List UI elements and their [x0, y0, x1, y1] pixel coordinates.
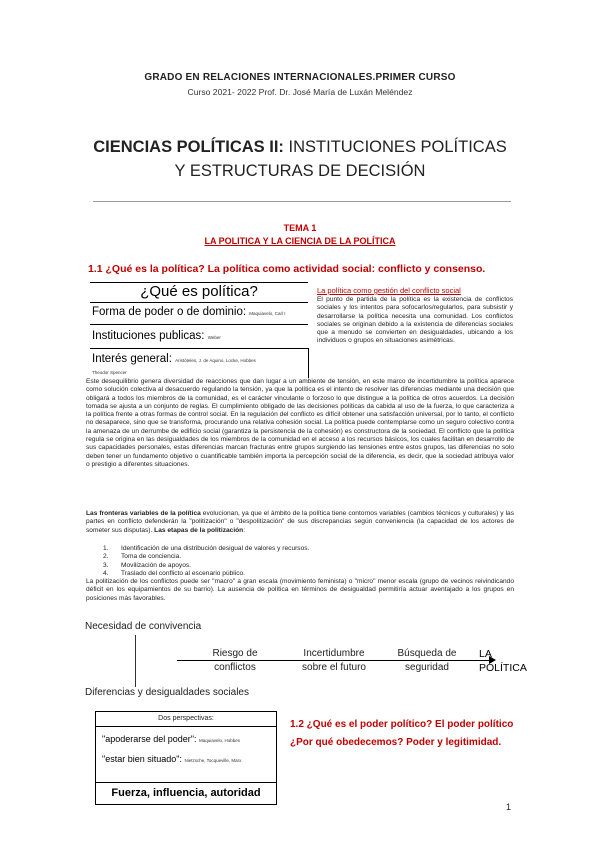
que-es-politica-box	[90, 282, 308, 378]
box-divider	[90, 302, 308, 303]
box-divider	[90, 348, 308, 349]
politization-stages-list	[103, 545, 309, 579]
p2-end: :	[243, 526, 246, 534]
step-1-bottom: conflictos	[214, 662, 256, 673]
step-3-top: Búsqueda de	[397, 648, 457, 659]
title-bold: CIENCIAS POLÍTICAS II:	[93, 138, 284, 156]
diagram-bottom-label: Diferencias y desigualdades sociales	[85, 687, 249, 698]
document-title-line2: Y ESTRUCTURAS DE DECISIÓN	[174, 162, 426, 180]
title-rest: INSTITUCIONES POLÍTICAS	[283, 138, 507, 156]
box-row-poder	[92, 306, 286, 318]
step-2-bottom: sobre el futuro	[302, 662, 366, 673]
perspectiva-row-1: "apoderarse del poder": Maquiavelo, Hobbes	[102, 734, 240, 744]
box-row-instituciones	[92, 330, 221, 342]
perspectiva-row-2: "estar bien situado": Nietzsche, Tocqueville, Marx	[102, 754, 242, 764]
box-divider	[96, 726, 276, 727]
row3-label: Interés general:	[92, 353, 172, 365]
box-divider	[90, 324, 308, 325]
perspectivas-box	[95, 711, 277, 805]
tema-number: TEMA 1	[283, 223, 317, 233]
body-paragraph-2	[86, 510, 514, 535]
diagram-horizontal-arrow	[177, 660, 494, 661]
perspectivas-footer: Fuerza, influencia, autoridad	[111, 787, 261, 799]
perspectivas-title: Dos perspectivas:	[158, 715, 214, 722]
step-2-top: Incertidumbre	[303, 648, 365, 659]
list-item: 3. Movilización de apoyos.	[103, 561, 192, 569]
tema-subtitle: LA POLITICA Y LA CIENCIA DE LA POLÍTICA	[204, 236, 396, 246]
step-1-top: Riesgo de	[212, 648, 258, 659]
document-title-line1	[0, 138, 600, 157]
box-divider	[96, 782, 276, 783]
row1-label: Forma de poder o de dominio:	[92, 306, 247, 318]
body-paragraph-1: Este desequilibrio genera diversidad de reacciones que dan lugar a un ambiente de tensión, en este marco de incertidumbre la política aparece como solución colectiva al desacuerdo regulando la tensión, ya que la política es el intento de resolver las diferencias mediante una decisión que obligará a todos los miembros de la comunidad, es el carácter vinculante o forzoso lo que distingue a la política de otros acuerdos. La decisión tomada se ajusta a un conjunto de reglas. El cumplimiento obligado de las decisiones políticas da cabida al uso de la fuerza, lo que caracteriza a la política frente a otras formas de control social. En la regulación del conflicto es difícil obtener una satisfacción universal, por lo tanto, el conflicto no desaparece, sino que se transforma, procurando una relativa cohesión social. La política puede contemplarse como un seguro colectivo contra la amenaza de un derrumbe de edificio social (garantiza la persistencia de la cohesión) es constructora de la sociedad. El conflicto que la política regula se origina en las desigualdades de los miembros de la comunidad en el acceso a los recursos básicos, los cuales facilitan en desarrollo de sus capacidades personales, estas diferencias marcan fracturas entre grupos surgiendo las tensiones entre estos grupos, las diferencias no solo deben tener un fundamento objetivo o cuantificable también importa la percepción social de la diferencia, es decir, que la sociedad atribuya valor o prestigio a diferentes situaciones.	[86, 378, 514, 468]
list-item: 2. Toma de conciencia.	[103, 553, 182, 561]
list-item: 1. Identificación de una distribución desigual de valores y recursos.	[103, 545, 310, 552]
row2-label: Instituciones publicas:	[92, 330, 205, 342]
list-item: 4. Traslado del conflicto al escenario público.	[103, 570, 246, 578]
side-heading: La política como gestión del conflicto social	[317, 286, 461, 295]
p2-text: evolucionan, ya que el ámbito de la política tiene contornos variables (cambios técnicos y culturales) y las partes en conflicto defenderán la "politización" o "despolitización" de sus discrepancias según conveniencia (la capacidad de los actores de someter sus disputas).	[86, 510, 514, 534]
step-3-bottom: seguridad	[405, 662, 449, 673]
section-1-1-heading: 1.1 ¿Qué es la política? La política como actividad social: conflicto y consenso.	[88, 263, 486, 275]
p2-bold: Las fronteras variables de la política	[86, 510, 201, 517]
end-bottom: POLÍTICA	[479, 662, 527, 674]
box-row-interes	[92, 353, 256, 365]
row2-note: Weber	[207, 335, 221, 340]
section-1-2-heading	[290, 716, 520, 752]
course-header: GRADO EN RELACIONES INTERNACIONALES.PRIMER CURSO	[144, 72, 456, 83]
course-subheader: Curso 2021- 2022 Prof. Dr. José María de Luxán Meléndez	[187, 87, 413, 97]
section-1-2-line2: ¿Por qué obedecemos? Poder y legitimidad.	[290, 737, 502, 748]
diagram-vertical-line	[135, 635, 136, 687]
row3-note: Aristóteles, J. de Aquino, Locke, Hobbes	[175, 358, 256, 363]
title-divider	[93, 201, 511, 202]
box-title: ¿Qué es política?	[140, 283, 258, 300]
row1-note: Maquiavelo, Carl I	[249, 311, 286, 316]
end-top: LA	[479, 648, 492, 660]
box-right-edge	[308, 348, 309, 378]
section-1-2-line1: 1.2 ¿Qué es el poder político? El poder político	[290, 719, 514, 730]
diagram-top-label: Necesidad de convivencia	[85, 621, 202, 632]
page-number: 1	[506, 802, 512, 812]
side-paragraph: El punto de partida de la política es la existencia de conflictos sociales y los intentos para sofocarlos/regularlos, para subsistir y desarrollarse la política necesita una comunidad. Los conflictos sociales se originan debido a la existencia de diferencias sociales que a menudo se convierten en desigualdades, ubicando a los individuos o grupos en situaciones asimétricas.	[317, 296, 513, 345]
body-paragraph-3: La politización de los conflictos puede ser "macro" a gran escala (movimiento feminista) o "micro" menor escala (grupo de vecinos reivindicando déficit en los equipamientos de su barrio). La ausencia de política en términos de desigualdad permitiría actuar aventajado a los grupos en posiciones más favorables.	[86, 578, 514, 602]
p2-bold2: Las etapas de la politización	[154, 526, 244, 534]
row3-note2: Theodor Spencer	[92, 370, 127, 375]
